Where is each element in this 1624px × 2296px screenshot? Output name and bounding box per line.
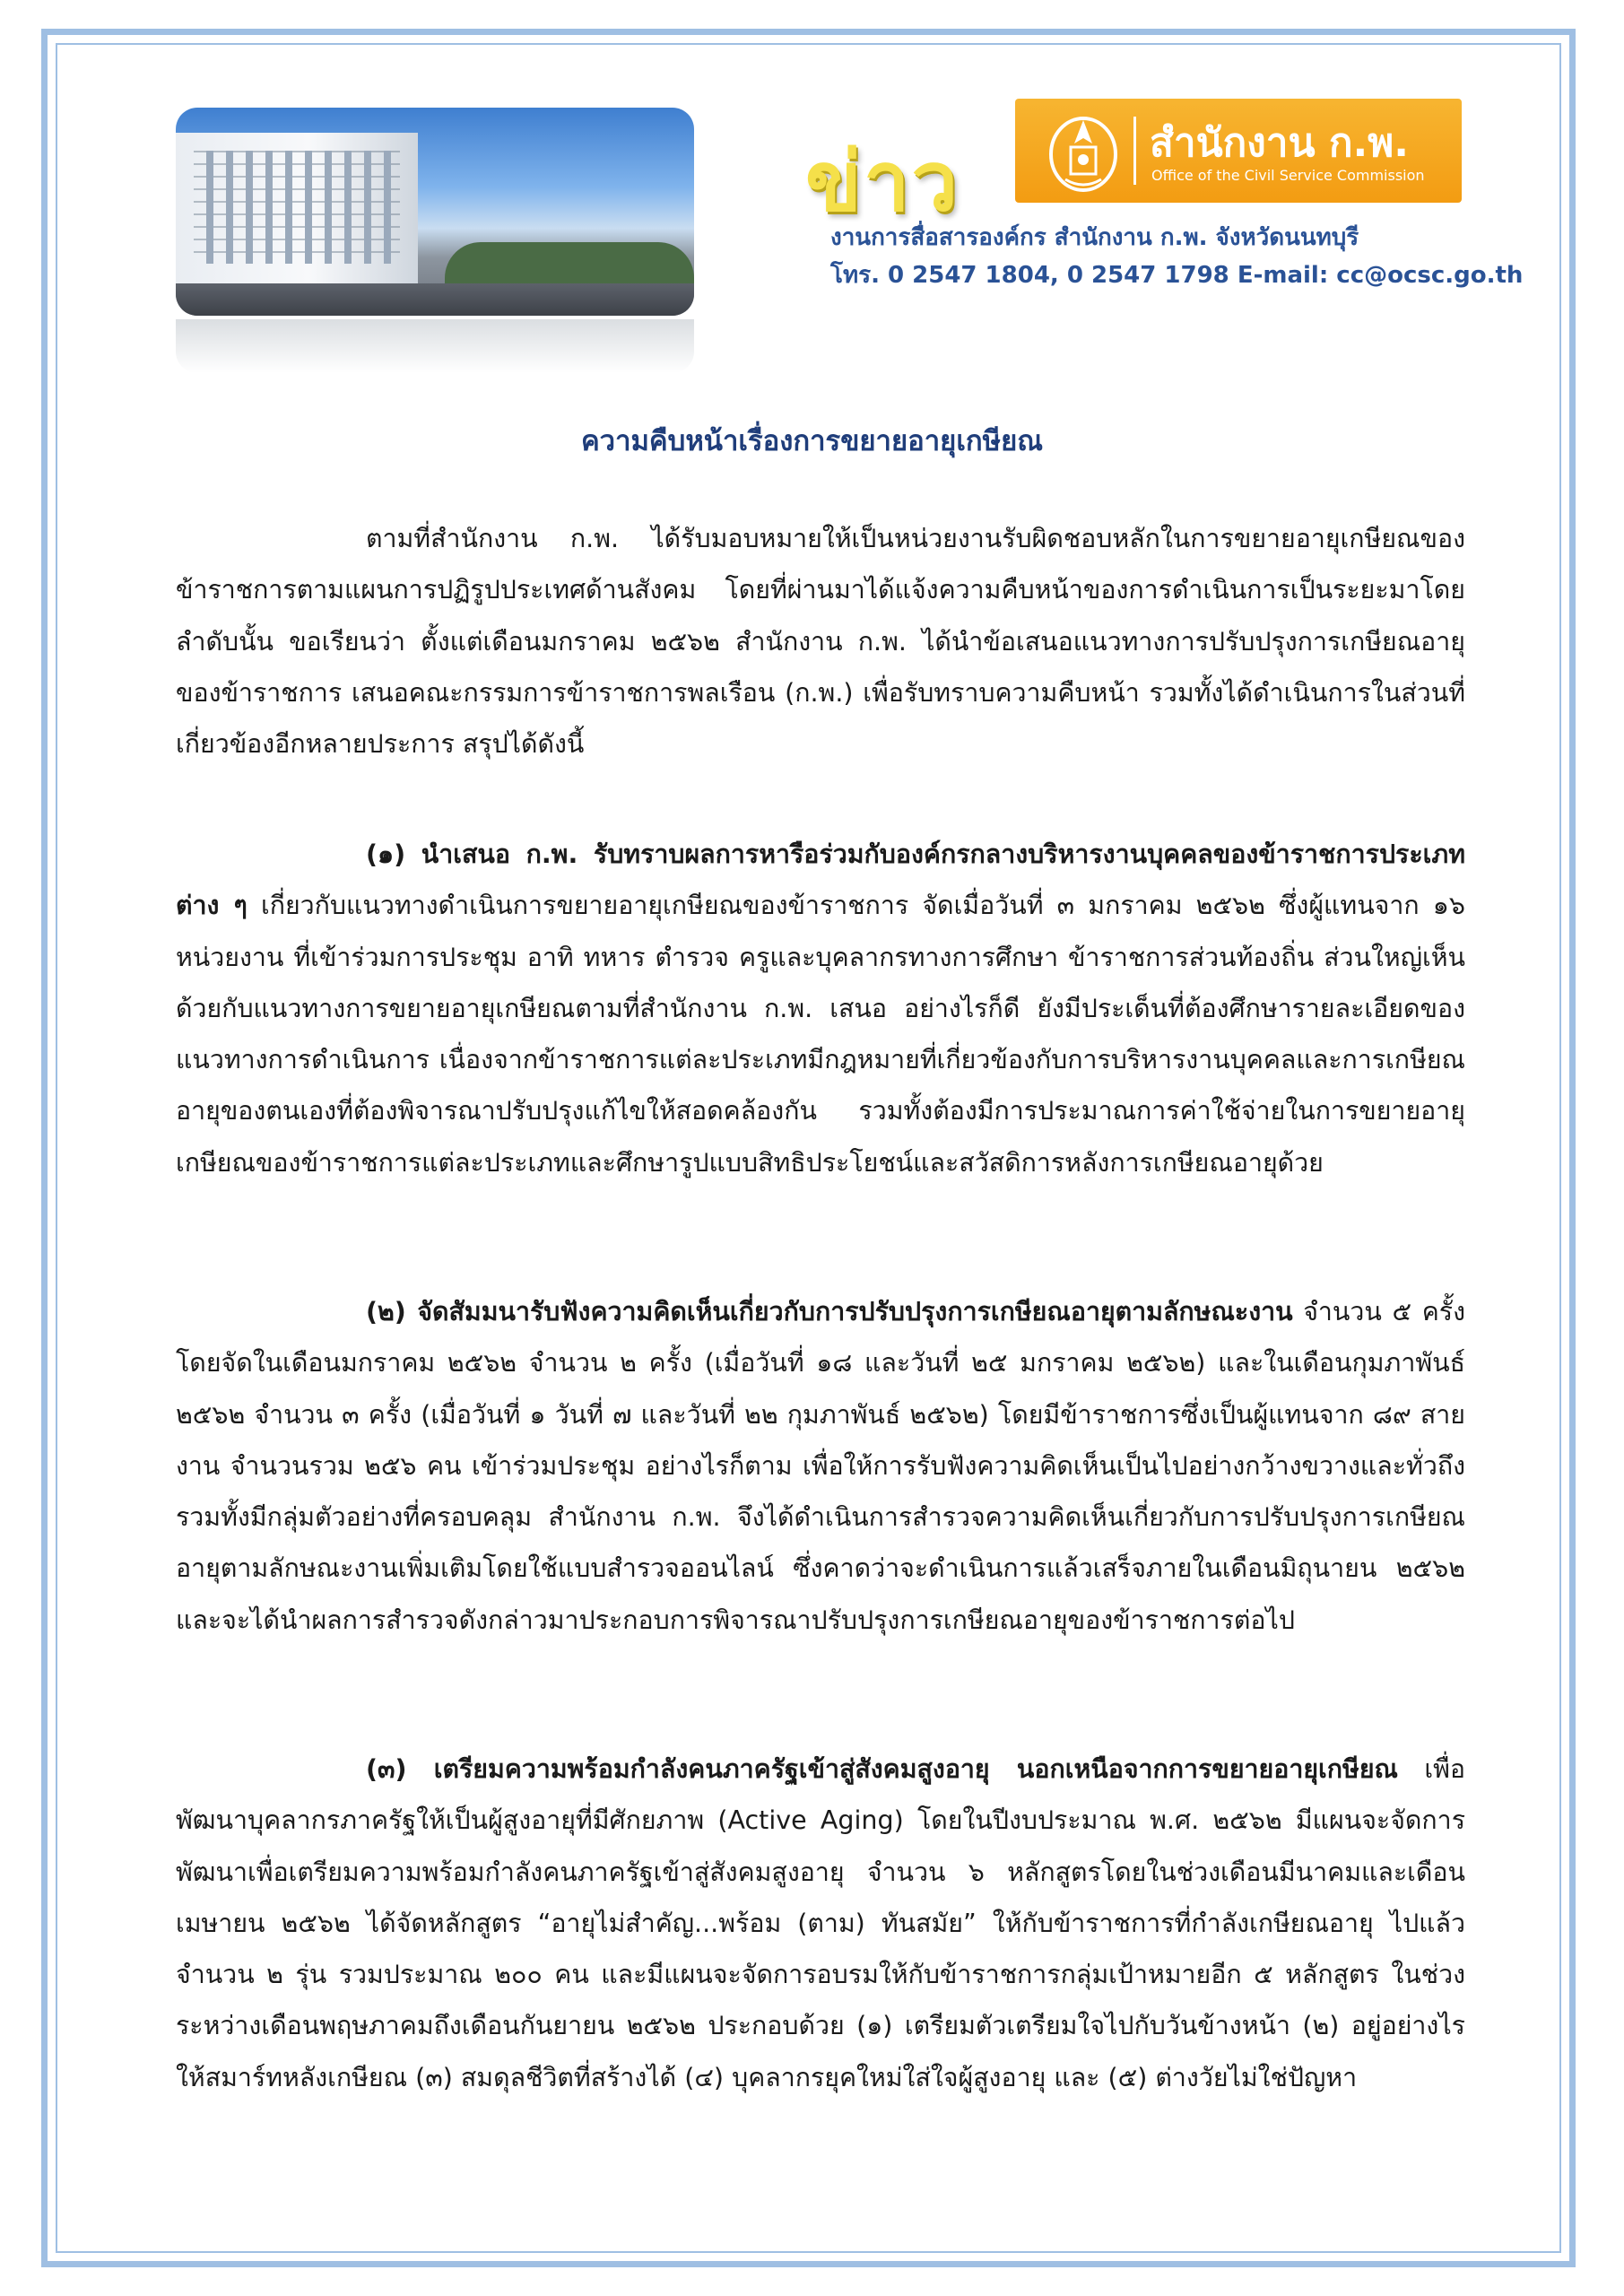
- intro-paragraph: ตามที่สำนักงาน ก.พ. ได้รับมอบหมายให้เป็นหน่วยงานรับผิดชอบหลักในการขยายอายุเกษียณของข้าราชการตามแผนการปฏิรูปประเทศด้านสังคม โดยที่ผ่านมาได้แจ้งความคืบหน้าของการดำเนินการเป็นระยะมาโดยลำดับนั้น ขอเรียนว่า ตั้งแต่เดือนมกราคม ๒๕๖๒ สำนักงาน ก.พ. ได้นำข้อเสนอแนวทางการปรับปรุงการเกษียณอายุของข้าราชการ เสนอคณะกรรมการข้าราชการพลเรือน (ก.พ.) เพื่อรับทราบความคืบหน้า รวมทั้งได้ดำเนินการในส่วนที่เกี่ยวข้องอีกหลายประการ สรุปได้ดังนี้: [176, 524, 1465, 760]
- item-paragraph-2: [176, 1286, 1465, 1646]
- item-text-1: เกี่ยวกับแนวทางดำเนินการขยายอายุเกษียณของข้าราชการ จัดเมื่อวันที่ ๓ มกราคม ๒๕๖๒ ซึ่งผู้แทนจาก ๑๖ หน่วยงาน ที่เข้าร่วมการประชุม อาทิ ทหาร ตำรวจ ครูและบุคลากรทางการศึกษา ข้าราชการส่วนท้องถิ่น ส่วนใหญ่เห็นด้วยกับแนวทางการขยายอายุเกษียณตามที่สำนักงาน ก.พ. เสนอ อย่างไรก็ดี ยังมีประเด็นที่ต้องศึกษารายละเอียดของแนวทางการดำเนินการ เนื่องจากข้าราชการแต่ละประเภทมีกฎหมายที่เกี่ยวข้องกับการบริหารงานบุคคลและการเกษียณอายุของตนเองที่ต้องพิจารณาปรับปรุงแก้ไขให้สอดคล้องกัน รวมทั้งต้องมีการประมาณการค่าใช้จ่ายในการขยายอายุเกษียณของข้าราชการแต่ละประเภทและศึกษารูปแบบสิทธิประโยชน์และสวัสดิการหลังการเกษียณอายุด้วย: [176, 891, 1465, 1178]
- org-name-thai: สำนักงาน ก.พ.: [1150, 120, 1409, 166]
- contact-department: งานการสื่อสารองค์กร สำนักงาน ก.พ. จังหวัดนนทบุรี: [830, 224, 1359, 251]
- item-heading-2: (๒) จัดสัมมนารับฟังความคิดเห็นเกี่ยวกับการปรับปรุงการเกษียณอายุตามลักษณะงาน: [366, 1297, 1293, 1326]
- item-heading-3: (๓) เตรียมความพร้อมกำลังคนภาครัฐเข้าสู่สังคมสูงอายุ นอกเหนือจากการขยายอายุเกษียณ: [366, 1754, 1398, 1784]
- item-paragraph-3: [176, 1744, 1465, 2103]
- ocsc-emblem-icon: [1044, 108, 1123, 194]
- news-heading: ข่าว: [805, 134, 960, 230]
- item-text-2: จำนวน ๕ ครั้ง โดยจัดในเดือนมกราคม ๒๕๖๒ จำนวน ๒ ครั้ง (เมื่อวันที่ ๑๘ และวันที่ ๒๕ มกราคม ๒๕๖๒) และในเดือนกุมภาพันธ์ ๒๕๖๒ จำนวน ๓ ครั้ง (เมื่อวันที่ ๑ วันที่ ๗ และวันที่ ๒๒ กุมภาพันธ์ ๒๕๖๒) โดยมีข้าราชการซึ่งเป็นผู้แทนจาก ๘๙ สายงาน จำนวนรวม ๒๕๖ คน เข้าร่วมประชุม อย่างไรก็ตาม เพื่อให้การรับฟังความคิดเห็นเป็นไปอย่างกว้างขวางและทั่วถึง รวมทั้งมีกลุ่มตัวอย่างที่ครอบคลุม สำนักงาน ก.พ. จึงได้ดำเนินการสำรวจความคิดเห็นเกี่ยวกับการปรับปรุงการเกษียณอายุตามลักษณะงานเพิ่มเติมโดยใช้แบบสำรวจออนไลน์ ซึ่งคาดว่าจะดำเนินการแล้วเสร็จภายในเดือนมิถุนายน ๒๕๖๒ และจะได้นำผลการสำรวจดังกล่าวมาประกอบการพิจารณาปรับปรุงการเกษียณอายุของข้าราชการต่อไป: [176, 1297, 1465, 1635]
- road-shape: [176, 283, 694, 316]
- photo-reflection: [176, 319, 694, 373]
- contact-phone-email: โทร. 0 2547 1804, 0 2547 1798 E-mail: cc@ocsc.go.th: [830, 262, 1524, 289]
- document-title: ความคืบหน้าเรื่องการขยายอายุเกษียณ: [580, 425, 1044, 457]
- item-heading-1: (๑) นำเสนอ ก.พ. รับทราบผลการหารือร่วมกับองค์กรกลางบริหารงานบุคคลของข้าราชการประเภทต่าง ๆ: [176, 839, 1465, 921]
- org-name-english: Office of the Civil Service Commission: [1151, 167, 1425, 184]
- item-paragraph-1: [176, 829, 1465, 1188]
- office-building-photo: [176, 108, 694, 316]
- building-shape: [176, 133, 418, 291]
- ocsc-logo: [1015, 99, 1462, 203]
- logo-divider: [1133, 117, 1136, 185]
- item-text-3: เพื่อพัฒนาบุคลากรภาครัฐให้เป็นผู้สูงอายุที่มีศักยภาพ (Active Aging) โดยในปีงบประมาณ พ.ศ. ๒๕๖๒ มีแผนจะจัดการพัฒนาเพื่อเตรียมความพร้อมกำลังคนภาครัฐเข้าสู่สังคมสูงอายุ จำนวน ๖ หลักสูตรโดยในช่วงเดือนมีนาคมและเดือนเมษายน ๒๕๖๒ ได้จัดหลักสูตร “อายุไม่สำคัญ...พร้อม (ตาม) ทันสมัย” ให้กับข้าราชการที่กำลังเกษียณอายุ ไปแล้ว จำนวน ๒ รุ่น รวมประมาณ ๒๐๐ คน และมีแผนจะจัดการอบรมให้กับข้าราชการกลุ่มเป้าหมายอีก ๕ หลักสูตร ในช่วงระหว่างเดือนพฤษภาคมถึงเดือนกันยายน ๒๕๖๒ ประกอบด้วย (๑) เตรียมตัวเตรียมใจไปกับวันข้างหน้า (๒) อยู่อย่างไรให้สมาร์ทหลังเกษียณ (๓) สมดุลชีวิตที่สร้างได้ (๔) บุคลากรยุคใหม่ใส่ใจผู้สูงอายุ และ (๕) ต่างวัยไม่ใช่ปัญหา: [176, 1754, 1465, 2092]
